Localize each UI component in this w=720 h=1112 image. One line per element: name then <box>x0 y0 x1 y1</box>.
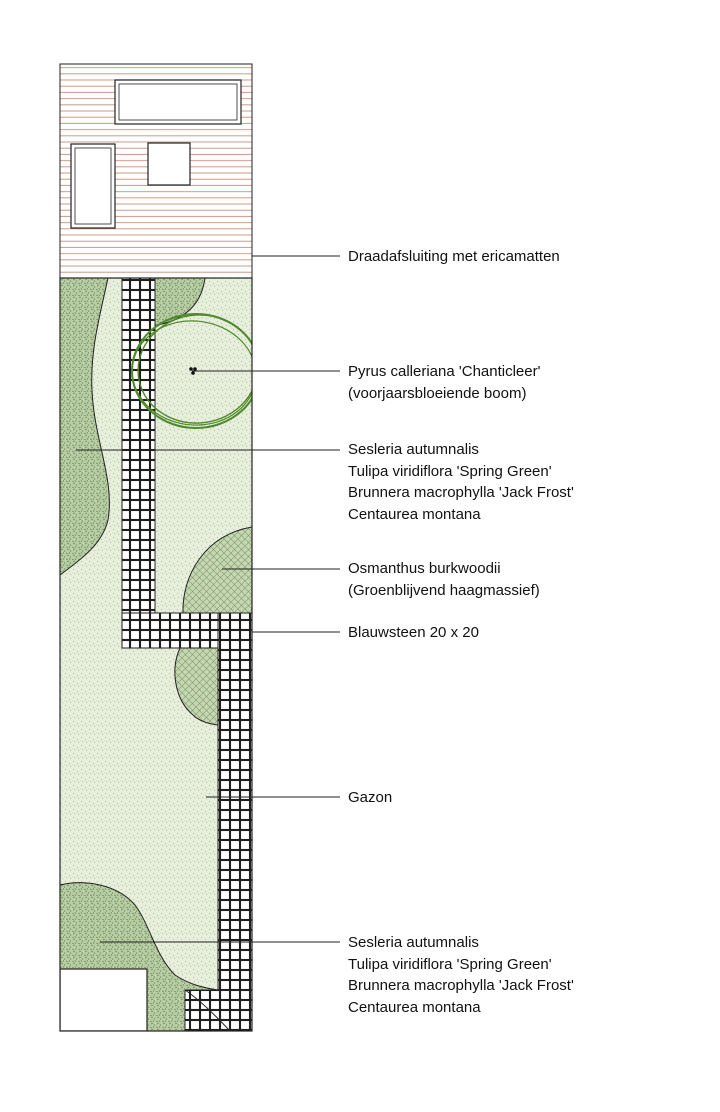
label-border-bottom-line-2: Tulipa viridiflora 'Spring Green' <box>348 955 552 973</box>
label-paving-text: Blauwsteen 20 x 20 <box>348 624 479 641</box>
label-hedge-note: (Groenblijvend haagmassief) <box>348 581 540 599</box>
label-hedge-name: Osmanthus burkwoodii <box>348 560 501 577</box>
label-tree-name: Pyrus calleriana 'Chanticleer' <box>348 363 541 380</box>
label-border-top <box>348 439 574 525</box>
terrace-bench-left <box>71 144 115 228</box>
paving-path-vertical-top <box>122 278 155 648</box>
terrace-bench-top <box>115 80 241 124</box>
shed-block <box>60 969 147 1031</box>
label-border-top-line-2: Tulipa viridiflora 'Spring Green' <box>348 462 552 480</box>
label-lawn-text: Gazon <box>348 789 393 806</box>
label-hedge <box>348 558 540 601</box>
label-border-bottom <box>348 932 574 1018</box>
label-fence-text: Draadafsluiting met ericamatten <box>348 248 560 265</box>
label-border-top-line-1: Sesleria autumnalis <box>348 441 479 458</box>
paving-path-vertical-right <box>218 613 252 1031</box>
label-lawn <box>348 787 392 809</box>
label-border-top-line-3: Brunnera macrophylla 'Jack Frost' <box>348 484 574 501</box>
label-border-bottom-line-4: Centaurea montana <box>348 998 481 1016</box>
label-fence <box>348 246 560 268</box>
label-tree <box>348 361 540 404</box>
paving-path-bottom <box>185 990 252 1031</box>
label-border-bottom-line-1: Sesleria autumnalis <box>348 934 479 951</box>
terrace-planter <box>148 143 190 185</box>
label-tree-note: (voorjaarsbloeiende boom) <box>348 384 527 402</box>
label-border-bottom-line-3: Brunnera macrophylla 'Jack Frost' <box>348 977 574 994</box>
label-paving <box>348 622 479 644</box>
label-border-top-line-4: Centaurea montana <box>348 505 481 523</box>
